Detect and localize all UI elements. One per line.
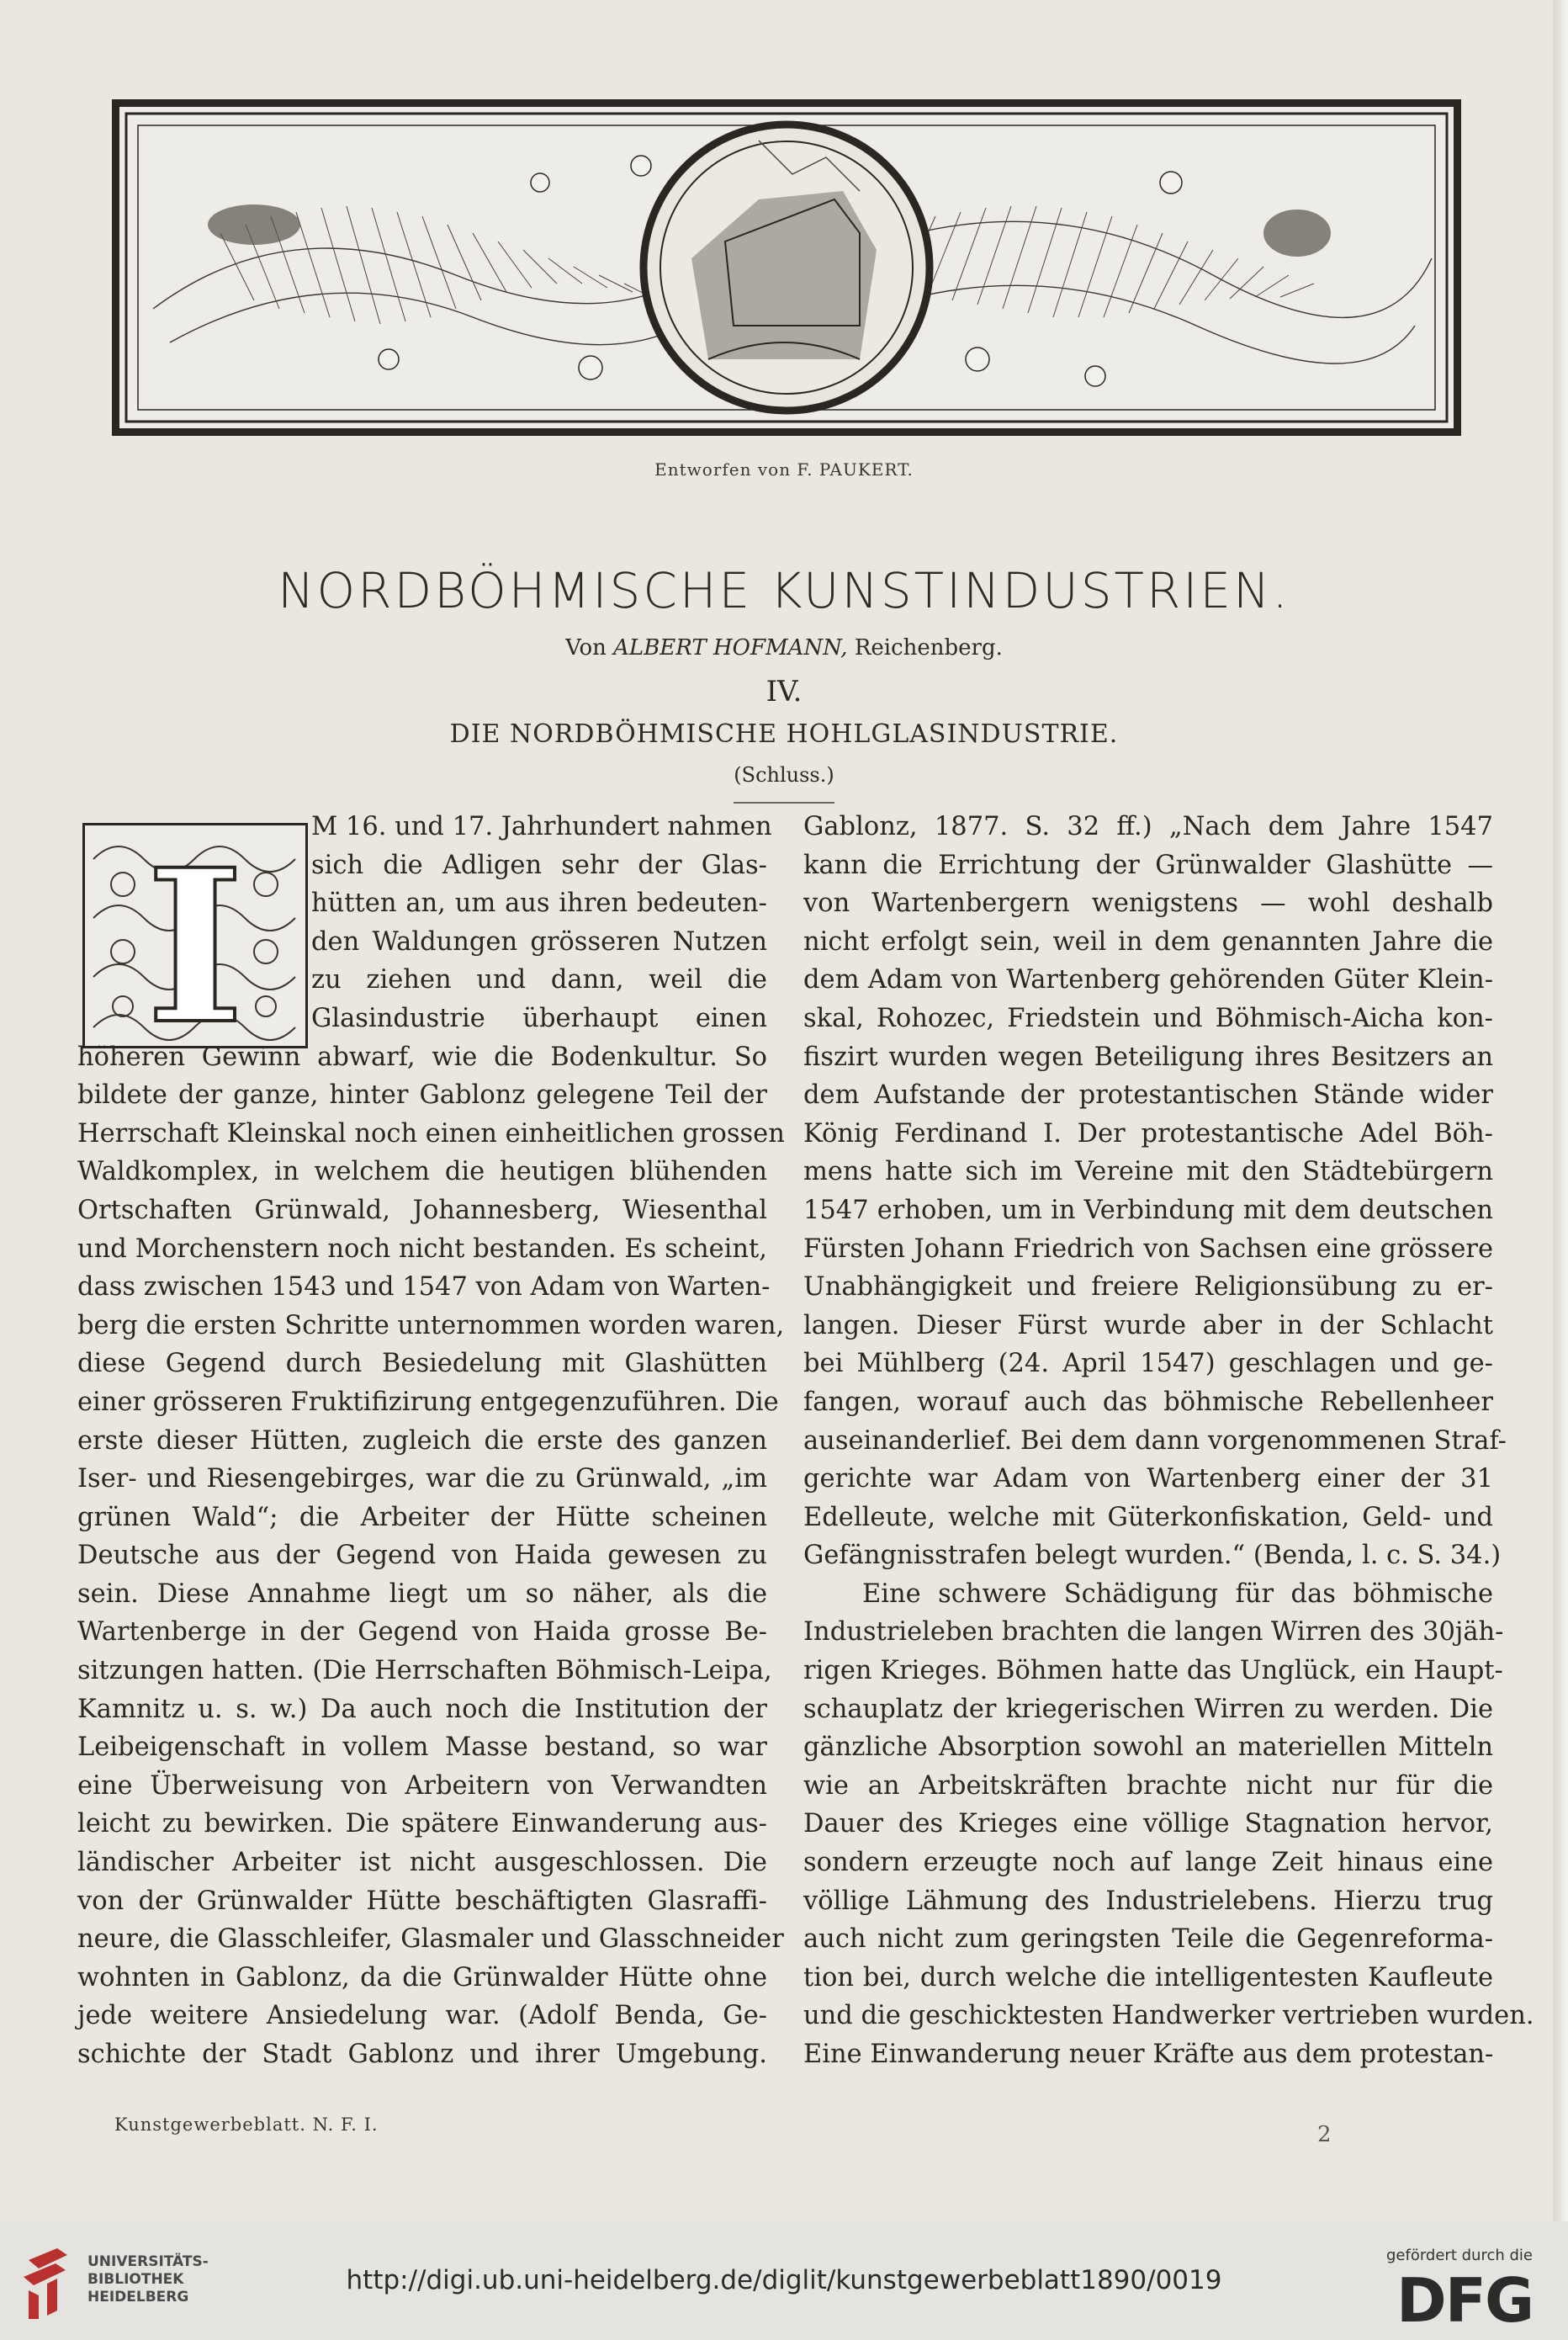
text-line: Iser- und Riesengebirges, war die zu Grünwald, „im	[77, 1464, 767, 1494]
text-line: dass zwischen 1543 und 1547 von Adam von Warten-	[77, 1272, 771, 1303]
author-name: ALBERT HOFMANN,	[613, 635, 848, 661]
text-line: von der Grünwalder Hütte beschäftigten Glasraffi-	[77, 1886, 767, 1916]
section-heading: DIE NORDBÖHMISCHE HOHLGLASINDUSTRIE.	[449, 719, 1119, 749]
text-line: Wartenberge in der Gegend von Haida grosse Be-	[77, 1617, 767, 1648]
text-line: berg die ersten Schritte unternommen worden waren,	[77, 1310, 785, 1340]
byline-prefix: Von	[565, 635, 607, 661]
text-line: kann die Errichtung der Grünwalder Glashütte —	[803, 850, 1493, 880]
text-line: diese Gegend durch Besiedelung mit Glashütten	[77, 1349, 767, 1379]
ornamental-header-illustration	[112, 99, 1461, 436]
text-line: höheren Gewinn abwarf, wie die Bodenkultur. So	[77, 1042, 767, 1072]
text-line: erste dieser Hütten, zugleich die erste des ganzen	[77, 1425, 767, 1456]
text-line: Ortschaften Grünwald, Johannesberg, Wiesenthal	[77, 1195, 767, 1225]
text-line: sich die Adligen sehr der Glas-	[311, 850, 767, 880]
text-line: langen. Dieser Fürst wurde aber in der Schlacht	[803, 1310, 1493, 1340]
text-line: grünen Wald“; die Arbeiter der Hütte scheinen	[77, 1502, 767, 1532]
text-line: und Morchenstern noch nicht bestanden. Es scheint,	[77, 1234, 767, 1264]
text-line: tion bei, durch welche die intelligentesten Kaufleute	[803, 1962, 1493, 1992]
text-line: Eine schwere Schädigung für das böhmische	[862, 1579, 1493, 1609]
library-line-1: UNIVERSITÄTS-	[87, 2253, 209, 2270]
text-line: schauplatz der kriegerischen Wirren zu werden. Die	[803, 1694, 1493, 1724]
text-line: einer grösseren Fruktifizirung entgegenzuführen. Die	[77, 1387, 779, 1417]
library-line-2: BIBLIOTHEK	[87, 2271, 184, 2288]
dfg-logo: DFG	[1396, 2265, 1534, 2336]
text-line: fiszirt wurden wegen Beteiligung ihres Besitzers an	[803, 1042, 1493, 1072]
text-line: ländischer Arbeiter ist nicht ausgeschlossen. Die	[77, 1848, 767, 1878]
text-line: Edelleute, welche mit Güterkonfiskation, Geld- und	[803, 1502, 1493, 1532]
text-line: Waldkomplex, in welchem die heutigen blühenden	[77, 1157, 767, 1187]
text-line: zu ziehen und dann, weil die	[311, 965, 767, 995]
byline	[0, 635, 1568, 661]
text-line: M 16. und 17. Jahrhundert nahmen	[311, 812, 772, 841]
text-line: völlige Lähmung des Industrielebens. Hierzu trug	[803, 1886, 1493, 1916]
text-line: und die geschicktesten Handwerker vertrieben wurden.	[803, 2001, 1534, 2031]
text-line: rigen Krieges. Böhmen hatte das Unglück, ein Haupt-	[803, 1656, 1503, 1686]
article-title: NORDBÖHMISCHE KUNSTINDUSTRIEN.	[278, 562, 1290, 619]
text-line: neure, die Glasschleifer, Glasmaler und Glasschneider	[77, 1924, 784, 1955]
chapter-number: IV.	[765, 675, 803, 708]
text-line: König Ferdinand I. Der protestantische Adel Böh-	[803, 1118, 1493, 1149]
text-line: fangen, worauf auch das böhmische Rebellenheer	[803, 1387, 1493, 1417]
text-line: leicht zu bewirken. Die spätere Einwanderung aus-	[77, 1809, 767, 1839]
text-line: schichte der Stadt Gablonz und ihrer Umgebung.	[77, 2040, 767, 2069]
text-line: gerichte war Adam von Wartenberg einer der 31	[803, 1464, 1493, 1494]
text-line: auch nicht zum geringsten Teile die Gegenreforma-	[803, 1924, 1493, 1955]
journal-footer: Kunstgewerbeblatt. N. F. I.	[114, 2114, 379, 2135]
text-line: Dauer des Krieges eine völlige Stagnation hervor,	[803, 1809, 1493, 1839]
text-line: dem Adam von Wartenberg gehörenden Güter Klein-	[803, 965, 1493, 995]
text-line: Gablonz, 1877. S. 32 ff.) „Nach dem Jahre 1547	[803, 812, 1493, 841]
funding-label: gefördert durch die	[1386, 2247, 1533, 2264]
text-line: Kamnitz u. s. w.) Da auch noch die Institution der	[77, 1694, 767, 1724]
text-line: gänzliche Absorption sowohl an materiellen Mitteln	[803, 1732, 1493, 1763]
text-line: Eine Einwanderung neuer Kräfte aus dem protestan-	[803, 2040, 1494, 2069]
text-line: mens hatte sich im Vereine mit den Städtebürgern	[803, 1157, 1493, 1187]
heading-divider	[734, 802, 834, 804]
text-line: jede weitere Ansiedelung war. (Adolf Benda, Ge-	[77, 2001, 767, 2031]
bottom-bar	[0, 2221, 1568, 2340]
text-line: Deutsche aus der Gegend von Haida gewesen zu	[77, 1541, 767, 1571]
text-line: wie an Arbeitskräften brachte nicht nur für die	[803, 1770, 1493, 1801]
text-line: Herrschaft Kleinskal noch einen einheitlichen grossen	[77, 1118, 785, 1149]
left-text-column	[77, 808, 785, 2074]
text-line: Leibeigenschaft in vollem Masse bestand, so war	[77, 1732, 767, 1763]
page-number: 2	[1317, 2122, 1332, 2147]
text-line: eine Überweisung von Arbeitern von Verwandten	[77, 1770, 767, 1801]
text-line: bei Mühlberg (24. April 1547) geschlagen und ge-	[803, 1349, 1493, 1379]
text-line: dem Aufstande der protestantischen Stände wider	[803, 1080, 1493, 1111]
text-line: Fürsten Johann Friedrich von Sachsen eine grössere	[803, 1234, 1493, 1264]
right-text-column	[803, 808, 1534, 2074]
text-line: sondern erzeugte noch auf lange Zeit hinaus eine	[803, 1848, 1493, 1878]
section-note: (Schluss.)	[734, 763, 834, 787]
text-line: Gefängnisstrafen belegt wurden.“ (Benda, l. c. S. 34.)	[803, 1541, 1502, 1571]
page-edge	[1553, 0, 1568, 2221]
drop-cap-letter: I	[146, 825, 245, 1046]
text-line: wohnten in Gablonz, da die Grünwalder Hütte ohne	[77, 1962, 767, 1992]
illustration-credit: Entworfen von F. PAUKERT.	[654, 459, 914, 480]
text-line: auseinanderlief. Bei dem dann vorgenommenen Straf-	[803, 1425, 1507, 1456]
text-line: Glasindustrie überhaupt einen	[311, 1003, 767, 1033]
permalink-url[interactable]: http://digi.ub.uni-heidelberg.de/diglit/kunstgewerbeblatt1890/0019	[346, 2265, 1222, 2295]
text-line: sitzungen hatten. (Die Herrschaften Böhmisch-Leipa,	[77, 1656, 772, 1686]
text-line: von Wartenbergern wenigstens — wohl deshalb	[803, 889, 1493, 919]
text-line: Unabhängigkeit und freiere Religionsübung zu er-	[803, 1272, 1493, 1303]
text-line: skal, Rohozec, Friedstein und Böhmisch-Aicha kon-	[803, 1003, 1493, 1033]
text-line: sein. Diese Annahme liegt um so näher, als die	[77, 1579, 767, 1609]
text-line: bildete der ganze, hinter Gablonz gelegene Teil der	[77, 1080, 767, 1111]
text-line: den Waldungen grösseren Nutzen	[311, 926, 767, 957]
text-line: Industrieleben brachten die langen Wirren des 30jäh-	[803, 1617, 1504, 1648]
text-line: nicht erfolgt sein, weil in dem genannten Jahre die	[803, 926, 1493, 957]
text-line: hütten an, um aus ihren bedeuten-	[311, 889, 767, 919]
library-line-3: HEIDELBERG	[87, 2289, 189, 2306]
author-place: Reichenberg.	[854, 635, 1003, 661]
text-line: 1547 erhoben, um in Verbindung mit dem deutschen	[803, 1195, 1493, 1225]
